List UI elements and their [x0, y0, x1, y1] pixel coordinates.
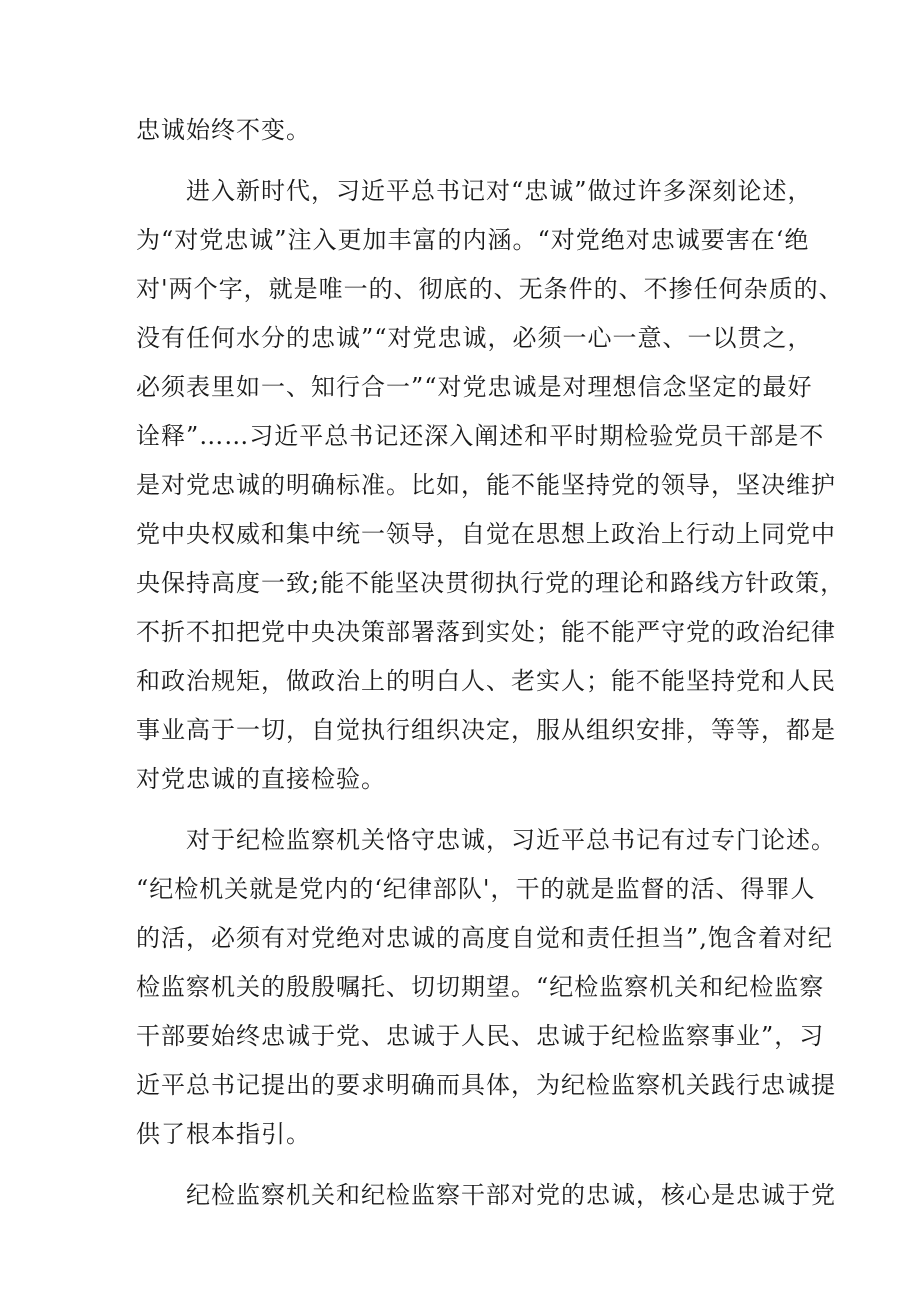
text-line: 检监察机关的殷殷嘱托、切切期望。“纪检监察机关和纪检监察 [136, 973, 825, 1001]
text-line: 供了根本指引。 [136, 1120, 311, 1148]
text-line: 必须表里如一、知行合一”“对党忠诚是对理想信念坚定的最好 [136, 373, 813, 401]
paragraph [136, 106, 796, 155]
paragraph [136, 816, 836, 1159]
text-line: 不折不扣把党中央决策部署落到实处；能不能严守党的政治纪律 [136, 618, 836, 646]
text-line: 没有任何水分的忠诚”“对党忠诚，必须一心一意、一以贯之， [136, 324, 813, 352]
text-line: 的活，必须有对党绝对忠诚的高度自觉和责任担当”,饱含着对纪 [136, 924, 833, 952]
text-line: 为“对党忠诚”注入更加丰富的内涵。“对党绝对忠诚要害在‘绝 [136, 226, 810, 254]
text-line: 事业高于一切，自觉执行组织决定，服从组织安排，等等，都是 [136, 716, 836, 744]
paragraph [136, 167, 846, 804]
text-line: 对于纪检监察机关恪守忠诚，习近平总书记有过专门论述。 [186, 826, 836, 854]
text-line: 对党忠诚的直接检验。 [136, 765, 386, 793]
text-line: 对'两个字，就是唯一的、彻底的、无条件的、不掺任何杂质的、 [136, 275, 844, 303]
text-line: 央保持高度一致;能不能坚决贯彻执行党的理论和路线方针政策， [136, 569, 846, 597]
text-line: 忠诚始终不变。 [136, 116, 311, 144]
text-line: 干部要始终忠诚于党、忠诚于人民、忠诚于纪检监察事业”，习 [136, 1022, 825, 1050]
text-line: 诠释”……习近平总书记还深入阐述和平时期检验党员干部是不 [136, 422, 825, 450]
text-line: 近平总书记提出的要求明确而具体，为纪检监察机关践行忠诚提 [136, 1071, 836, 1099]
text-line: 党中央权威和集中统一领导，自觉在思想上政治上行动上同党中 [136, 520, 836, 548]
text-line: “纪检机关就是党内的‘纪律部队'，干的就是监督的活、得罪人 [136, 875, 816, 903]
text-line: 和政治规矩，做政治上的明白人、老实人；能不能坚持党和人民 [136, 667, 836, 695]
text-line: 进入新时代，习近平总书记对“忠诚”做过许多深刻论述， [186, 177, 813, 205]
document-body [136, 106, 846, 1220]
text-line: 是对党忠诚的明确标准。比如，能不能坚持党的领导，坚决维护 [136, 471, 836, 499]
text-line: 纪检监察机关和纪检监察干部对党的忠诚，核心是忠诚于党 [186, 1181, 836, 1209]
paragraph [136, 1171, 836, 1220]
